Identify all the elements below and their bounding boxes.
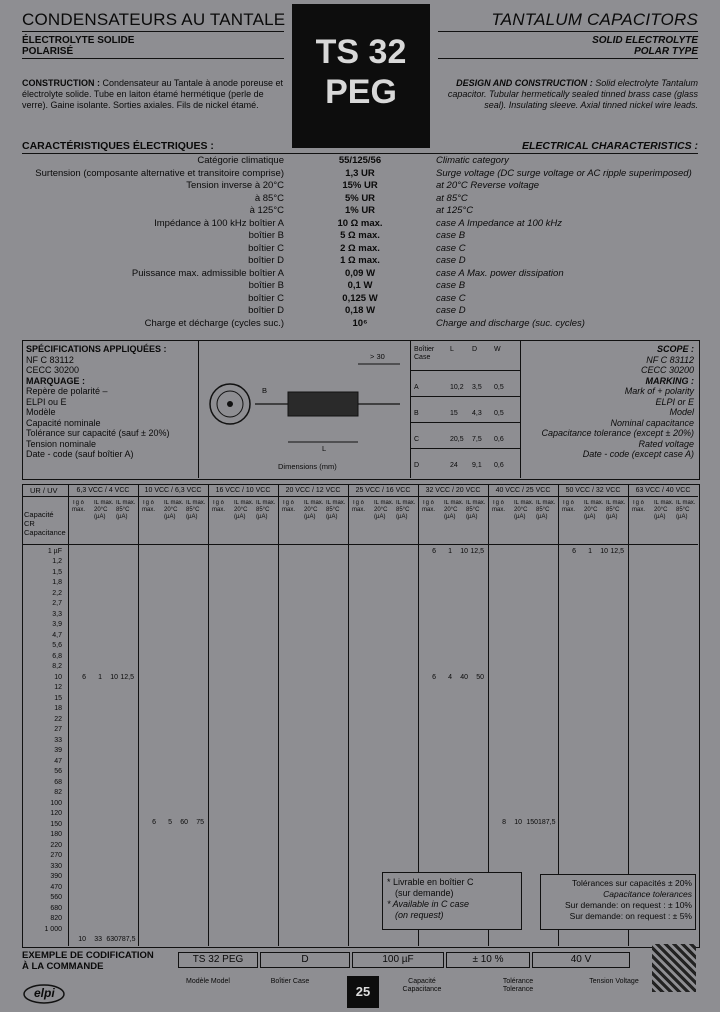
example-box: 40 V (532, 952, 630, 968)
cap-value: 220 (50, 841, 62, 849)
sub-head: Tg δ max. (352, 500, 366, 513)
char-en: case A Impedance at 100 kHz (436, 217, 563, 229)
sub-head: IL max. 20°C (µA) (94, 500, 114, 520)
specs-en (524, 344, 694, 460)
cap-value: 5,6 (52, 642, 62, 649)
subtitle-en-1: SOLID ELECTROLYTE (592, 35, 698, 46)
table-cell: 33 (94, 936, 102, 943)
char-fr: boîtier D (248, 305, 284, 316)
table-cell: 12,5 (610, 548, 624, 555)
note-star-2: Available in C case (392, 899, 470, 909)
char-value: 1,3 UR (345, 167, 375, 179)
table-corner-voltage: UR / UV (30, 486, 58, 495)
capacitor-drawing (200, 344, 408, 474)
dim-cell: B (414, 410, 419, 417)
example-box: ± 10 % (446, 952, 530, 968)
logo-line-2: PEG (325, 73, 397, 111)
brand-text: elpi (34, 986, 55, 1000)
dim-l-label: L (322, 444, 327, 453)
table-cell: 1 (98, 674, 102, 681)
table-cell: 1 (588, 548, 592, 555)
cap-value: 100 (50, 799, 62, 807)
cap-value: 39 (54, 747, 62, 754)
dim-cell: 15 (450, 410, 458, 417)
note-star-2b: (on request) (395, 910, 444, 920)
dim-header: L (450, 346, 454, 353)
char-value: 0,125 W (342, 292, 378, 304)
table-cell: 10 (460, 548, 468, 555)
sub-head: IL max. 20°C (µA) (584, 500, 604, 520)
voltage-head: 50 VCC / 32 VCC (565, 487, 621, 494)
char-fr: à 85°C (254, 192, 284, 204)
cap-value: 470 (50, 883, 62, 891)
cap-value: 270 (50, 852, 62, 859)
example-head-1: EXEMPLE DE CODIFICATION (22, 950, 154, 961)
example-label: Modèle Model (186, 978, 230, 985)
cap-value: 560 (50, 894, 62, 901)
cap-value: 27 (54, 726, 62, 733)
char-value: 5 Ω max. (340, 230, 380, 241)
dim-cell: 0,5 (494, 384, 504, 391)
construction-en-head: DESIGN AND CONSTRUCTION : (456, 78, 593, 88)
char-value: 10⁶ (352, 317, 368, 329)
char-fr: boîtier B (248, 280, 284, 291)
tol-en: Capacitance tolerances (603, 889, 692, 899)
dim-cell: 0,5 (494, 410, 504, 417)
marking-en-item: Rated voltage (638, 438, 694, 449)
page-number-box (347, 976, 379, 1008)
marking-en-item: Model (669, 407, 694, 417)
char-fr: Surtension (composante alternative et transitoire comprise) (35, 167, 284, 179)
dim-header: Boîtier Case (414, 346, 435, 361)
marking-fr-head: MARQUAGE : (26, 375, 85, 386)
char-fr: Catégorie climatique (197, 155, 284, 166)
sub-head: Tg δ max. (72, 500, 86, 513)
cap-value: 1,8 (52, 579, 62, 586)
cap-value: 3,3 (52, 610, 62, 618)
cap-value: 82 (54, 789, 62, 796)
characteristics-fr-head: CARACTÉRISTIQUES ÉLECTRIQUES : (22, 140, 214, 152)
marking-fr-item: Date - code (sauf boîtier A) (26, 449, 134, 459)
cap-value: 6,8 (52, 652, 62, 660)
sub-head: Tg δ max. (422, 500, 436, 513)
subtitle-en-2: POLAR TYPE (634, 46, 698, 57)
brand-logo (22, 982, 66, 1006)
cap-value: 12 (54, 684, 62, 691)
marking-en-item: Date - code (except case A) (582, 449, 694, 459)
table-cell: 4 (448, 674, 452, 681)
marking-fr-item: Tolérance sur capacité (sauf ± 20%) (26, 428, 170, 438)
char-value: 0,18 W (344, 305, 376, 316)
char-en: case B (436, 280, 466, 291)
sub-head: IL max. 20°C (µA) (304, 500, 324, 520)
table-cell: 8 (502, 819, 506, 826)
char-value: 5% UR (344, 192, 376, 204)
marking-en-list (524, 386, 694, 460)
construction-en-text: Solid electrolyte Tantalum capacitor. Tubular hermetically sealed tinned brass case (glass seal). Insulating sleeve. Axial tinned nickel wire leads. (447, 78, 698, 110)
sub-head: IL max. 85°C (µA) (536, 500, 556, 520)
marking-fr-item: ELPI ou E (26, 396, 67, 407)
dim-cell: 20,5 (450, 436, 464, 443)
cap-value: 68 (54, 778, 62, 786)
char-value: 10 Ω max. (337, 217, 383, 229)
cap-value: 1,5 (52, 568, 62, 576)
example-label: Tolérance Tolerance (502, 978, 534, 993)
char-value: 55/125/56 (338, 155, 382, 166)
specs-en-l1: NF C 83112 (646, 354, 694, 365)
cap-value: 10 (54, 673, 62, 681)
sub-head: Tg δ max. (562, 500, 576, 513)
voltage-head: 10 VCC / 6,3 VCC (144, 487, 202, 494)
cap-value: 15 (54, 694, 62, 702)
dim-divider (410, 422, 520, 423)
subtitle-fr-1: ÉLECTROLYTE SOLIDE (22, 35, 135, 46)
table-cell: 5 (168, 819, 172, 826)
table-cell: 12,5 (120, 674, 134, 681)
table-cell: 60 (180, 819, 188, 826)
char-fr: boîtier D (248, 255, 284, 266)
dim-header: D (472, 346, 478, 353)
char-fr: Tension inverse à 20°C (186, 180, 284, 191)
note-star-1: Livrable en boîtier C (393, 877, 474, 887)
table-cell: 6 (432, 674, 436, 681)
page-number: 25 (355, 984, 371, 999)
title-fr: CONDENSATEURS AU TANTALE (22, 10, 286, 29)
example-box: D (260, 952, 350, 968)
specs-fr (26, 344, 196, 460)
table-cell: 6 (152, 819, 156, 826)
char-value: 1% UR (344, 205, 376, 216)
table-cell: 1 (448, 548, 452, 555)
sub-head: Tg δ max. (282, 500, 296, 513)
dim-cell: C (414, 436, 420, 443)
dim-cell: 10,2 (450, 384, 464, 391)
dim-cell: D (414, 462, 420, 469)
marking-en-item: Capacitance tolerance (except ± 20%) (541, 428, 694, 438)
dim-cell: 0,6 (494, 436, 504, 443)
cap-value: 56 (54, 768, 62, 775)
voltage-divider (208, 484, 209, 946)
dim-b-label: B (262, 386, 268, 395)
example-label: Boîtier Case (270, 978, 310, 985)
sub-head: Tg δ max. (632, 500, 646, 513)
cap-value: 2,7 (52, 600, 62, 607)
cap-value: 3,9 (52, 621, 62, 628)
specs-fr-l1: NF C 83112 (26, 354, 74, 365)
construction-fr-head: CONSTRUCTION : (22, 78, 100, 88)
subtitle-fr-2: POLARISÉ (22, 46, 74, 57)
char-en: case D (436, 305, 466, 316)
construction-fr (22, 78, 284, 111)
product-logo (292, 4, 430, 148)
cap-value: 47 (54, 757, 62, 765)
dim-cell: 24 (450, 462, 458, 469)
char-en: Charge and discharge (suc. cycles) (436, 317, 585, 329)
example-label: Capacité Capacitance (402, 978, 442, 993)
sub-head: IL max. 20°C (µA) (514, 500, 534, 520)
marking-en-item: Nominal capacitance (610, 417, 694, 428)
sub-head: IL max. 85°C (µA) (116, 500, 136, 520)
char-value: 2 Ω max. (340, 242, 380, 254)
sub-head: IL max. 20°C (µA) (654, 500, 674, 520)
cap-value: 8,2 (52, 663, 62, 670)
title-en: TANTALUM CAPACITORS (491, 10, 698, 29)
table-cell: 10 (110, 674, 118, 681)
cap-value: 33 (54, 736, 62, 744)
logo-line-1: TS 32 (315, 33, 407, 71)
table-cell: 50 (476, 674, 484, 681)
corner-ornament (652, 944, 696, 992)
sub-head: IL max. 20°C (µA) (374, 500, 394, 520)
table-cell: 10 (514, 819, 522, 826)
char-en: at 20°C Reverse voltage (436, 180, 540, 191)
char-value: 15% UR (342, 180, 378, 191)
table-cell: 10 (600, 548, 608, 555)
example-label: Tension Voltage (589, 978, 639, 985)
availability-note: * Livrable en boîtier C (sur demande) * Available in C case (on request) (382, 872, 522, 930)
tol-fr: Tolérances sur capacités ± 20% (572, 878, 692, 888)
dim-30-label: > 30 (370, 352, 385, 361)
cap-value: 330 (50, 862, 62, 870)
sub-head: IL max. 85°C (µA) (396, 500, 416, 520)
cap-value: 1 000 (44, 925, 62, 933)
example-head (22, 950, 154, 972)
cap-value: 1,2 (52, 558, 62, 565)
dim-cell: 4,3 (472, 410, 482, 417)
sub-head: IL max. 20°C (µA) (444, 500, 464, 520)
dim-divider (410, 396, 520, 397)
sub-head: IL max. 20°C (µA) (164, 500, 184, 520)
table-cell: 75 (196, 819, 204, 826)
table-cell: 630 (106, 936, 118, 943)
cap-value: 680 (50, 904, 62, 912)
cap-value: 820 (50, 915, 62, 922)
construction-en (438, 78, 698, 111)
voltage-divider (68, 484, 69, 946)
dim-cell: 0,6 (494, 462, 504, 469)
specs-fr-head: SPÉCIFICATIONS APPLIQUÉES : (26, 344, 167, 354)
char-fr: boîtier C (248, 242, 284, 254)
marking-en-item: Mark of + polarity (624, 386, 694, 396)
tol-req-1: Sur demande: on request : ± 10% (564, 900, 692, 910)
char-fr: Impédance à 100 kHz boîtier A (154, 217, 284, 229)
voltage-head: 32 VCC / 20 VCC (425, 487, 481, 494)
char-value: 0,1 W (347, 280, 373, 291)
char-fr: boîtier B (248, 230, 284, 241)
cap-value: 390 (50, 873, 62, 880)
sub-head: IL max. 85°C (µA) (186, 500, 206, 520)
cap-value: 120 (50, 810, 62, 817)
dim-header: W (494, 346, 501, 353)
dim-cell: 7,5 (472, 436, 482, 443)
marking-fr-item: Modèle (26, 407, 56, 417)
voltage-divider (138, 484, 139, 946)
dim-caption: Dimensions (mm) (278, 462, 337, 471)
sub-head: Tg δ max. (492, 500, 506, 513)
cap-value: 22 (54, 715, 62, 723)
cap-value: 4,7 (52, 631, 62, 639)
table-cell: 40 (460, 674, 468, 681)
voltage-head: 63 VCC / 40 VCC (635, 487, 691, 494)
table-cell: 787,5 (118, 936, 136, 943)
char-value: 0,09 W (344, 267, 376, 279)
example-box: TS 32 PEG (178, 952, 258, 968)
specs-en-head: SCOPE : (656, 344, 694, 354)
sub-head: IL max. 85°C (µA) (466, 500, 486, 520)
char-en: case C (436, 242, 466, 254)
dim-divider (410, 448, 520, 449)
sub-head: IL max. 85°C (µA) (676, 500, 696, 520)
specs-en-l2: CECC 30200 (640, 365, 694, 375)
table-corner-capacitance: Capacité CR Capacitance (24, 510, 66, 537)
characteristics-en-head: ELECTRICAL CHARACTERISTICS : (522, 140, 698, 152)
example-box: 100 µF (352, 952, 444, 968)
char-fr: à 125°C (249, 205, 284, 216)
voltage-head: 25 VCC / 16 VCC (355, 487, 411, 494)
marking-en-item: ELPI or E (655, 396, 694, 407)
table-cell: 10 (78, 936, 86, 943)
table-cell: 150 (526, 819, 538, 826)
tolerance-note (540, 874, 696, 930)
voltage-divider (278, 484, 279, 946)
cap-value: 2,2 (52, 589, 62, 597)
table-cell: 6 (572, 548, 576, 555)
dim-divider (410, 370, 520, 371)
char-en: case A Max. power dissipation (436, 267, 564, 279)
sub-head: Tg δ max. (142, 500, 156, 513)
voltage-divider (348, 484, 349, 946)
cap-value: 180 (50, 831, 62, 838)
sub-head: IL max. 85°C (µA) (326, 500, 346, 520)
dim-cell: 9,1 (472, 462, 482, 469)
voltage-head: 20 VCC / 12 VCC (285, 487, 341, 494)
char-en: case C (436, 292, 466, 304)
voltage-head: 6,3 VCC / 4 VCC (76, 487, 130, 494)
cap-value: 18 (54, 705, 62, 712)
tol-req-2: Sur demande: on request : ± 5% (569, 911, 692, 921)
marking-fr-item: Capacité nominale (26, 417, 101, 428)
marking-fr-item: Tension nominale (26, 438, 97, 449)
char-en: case D (436, 255, 466, 266)
cap-value: 150 (50, 820, 62, 828)
sub-head: IL max. 20°C (µA) (234, 500, 254, 520)
table-cell: 12,5 (470, 548, 484, 555)
marking-fr-item: Repère de polarité – (26, 386, 108, 396)
sub-head: IL max. 85°C (µA) (256, 500, 276, 520)
char-fr: Puissance max. admissible boîtier A (131, 267, 284, 279)
marking-fr-list (26, 386, 196, 460)
table-cell: 6 (432, 548, 436, 555)
dim-cell: 3,5 (472, 384, 482, 391)
dim-cell: A (414, 384, 419, 391)
sub-head: Tg δ max. (212, 500, 226, 513)
sub-head: IL max. 85°C (µA) (606, 500, 626, 520)
table-cell: 187,5 (538, 819, 556, 826)
construction-fr-text: Condensateur au Tantale à anode poreuse et électrolyte solide. Tube en laiton étamé hermétique (perle de verre). Gaine isolante. Sorties axiales. Fils de nickel étamé. (22, 78, 283, 110)
char-value: 1 Ω max. (340, 255, 380, 266)
marking-en-head: MARKING : (645, 375, 694, 386)
char-en: at 125°C (436, 205, 474, 216)
note-star-1b: (sur demande) (395, 888, 454, 898)
char-en: at 85°C (436, 192, 468, 204)
char-en: Climatic category (436, 155, 509, 166)
char-en: Surge voltage (DC surge voltage or AC ripple superimposed) (436, 167, 692, 179)
char-fr: boîtier C (248, 292, 284, 304)
char-fr: Charge et décharge (cycles suc.) (144, 317, 284, 329)
example-head-2: À LA COMMANDE (22, 961, 104, 972)
cap-value: 1 µF (47, 548, 62, 555)
voltage-head: 40 VCC / 25 VCC (495, 487, 551, 494)
table-cell: 6 (82, 674, 86, 681)
char-en: case B (436, 230, 466, 241)
voltage-head: 16 VCC / 10 VCC (215, 487, 271, 494)
specs-fr-l2: CECC 30200 (26, 365, 80, 375)
